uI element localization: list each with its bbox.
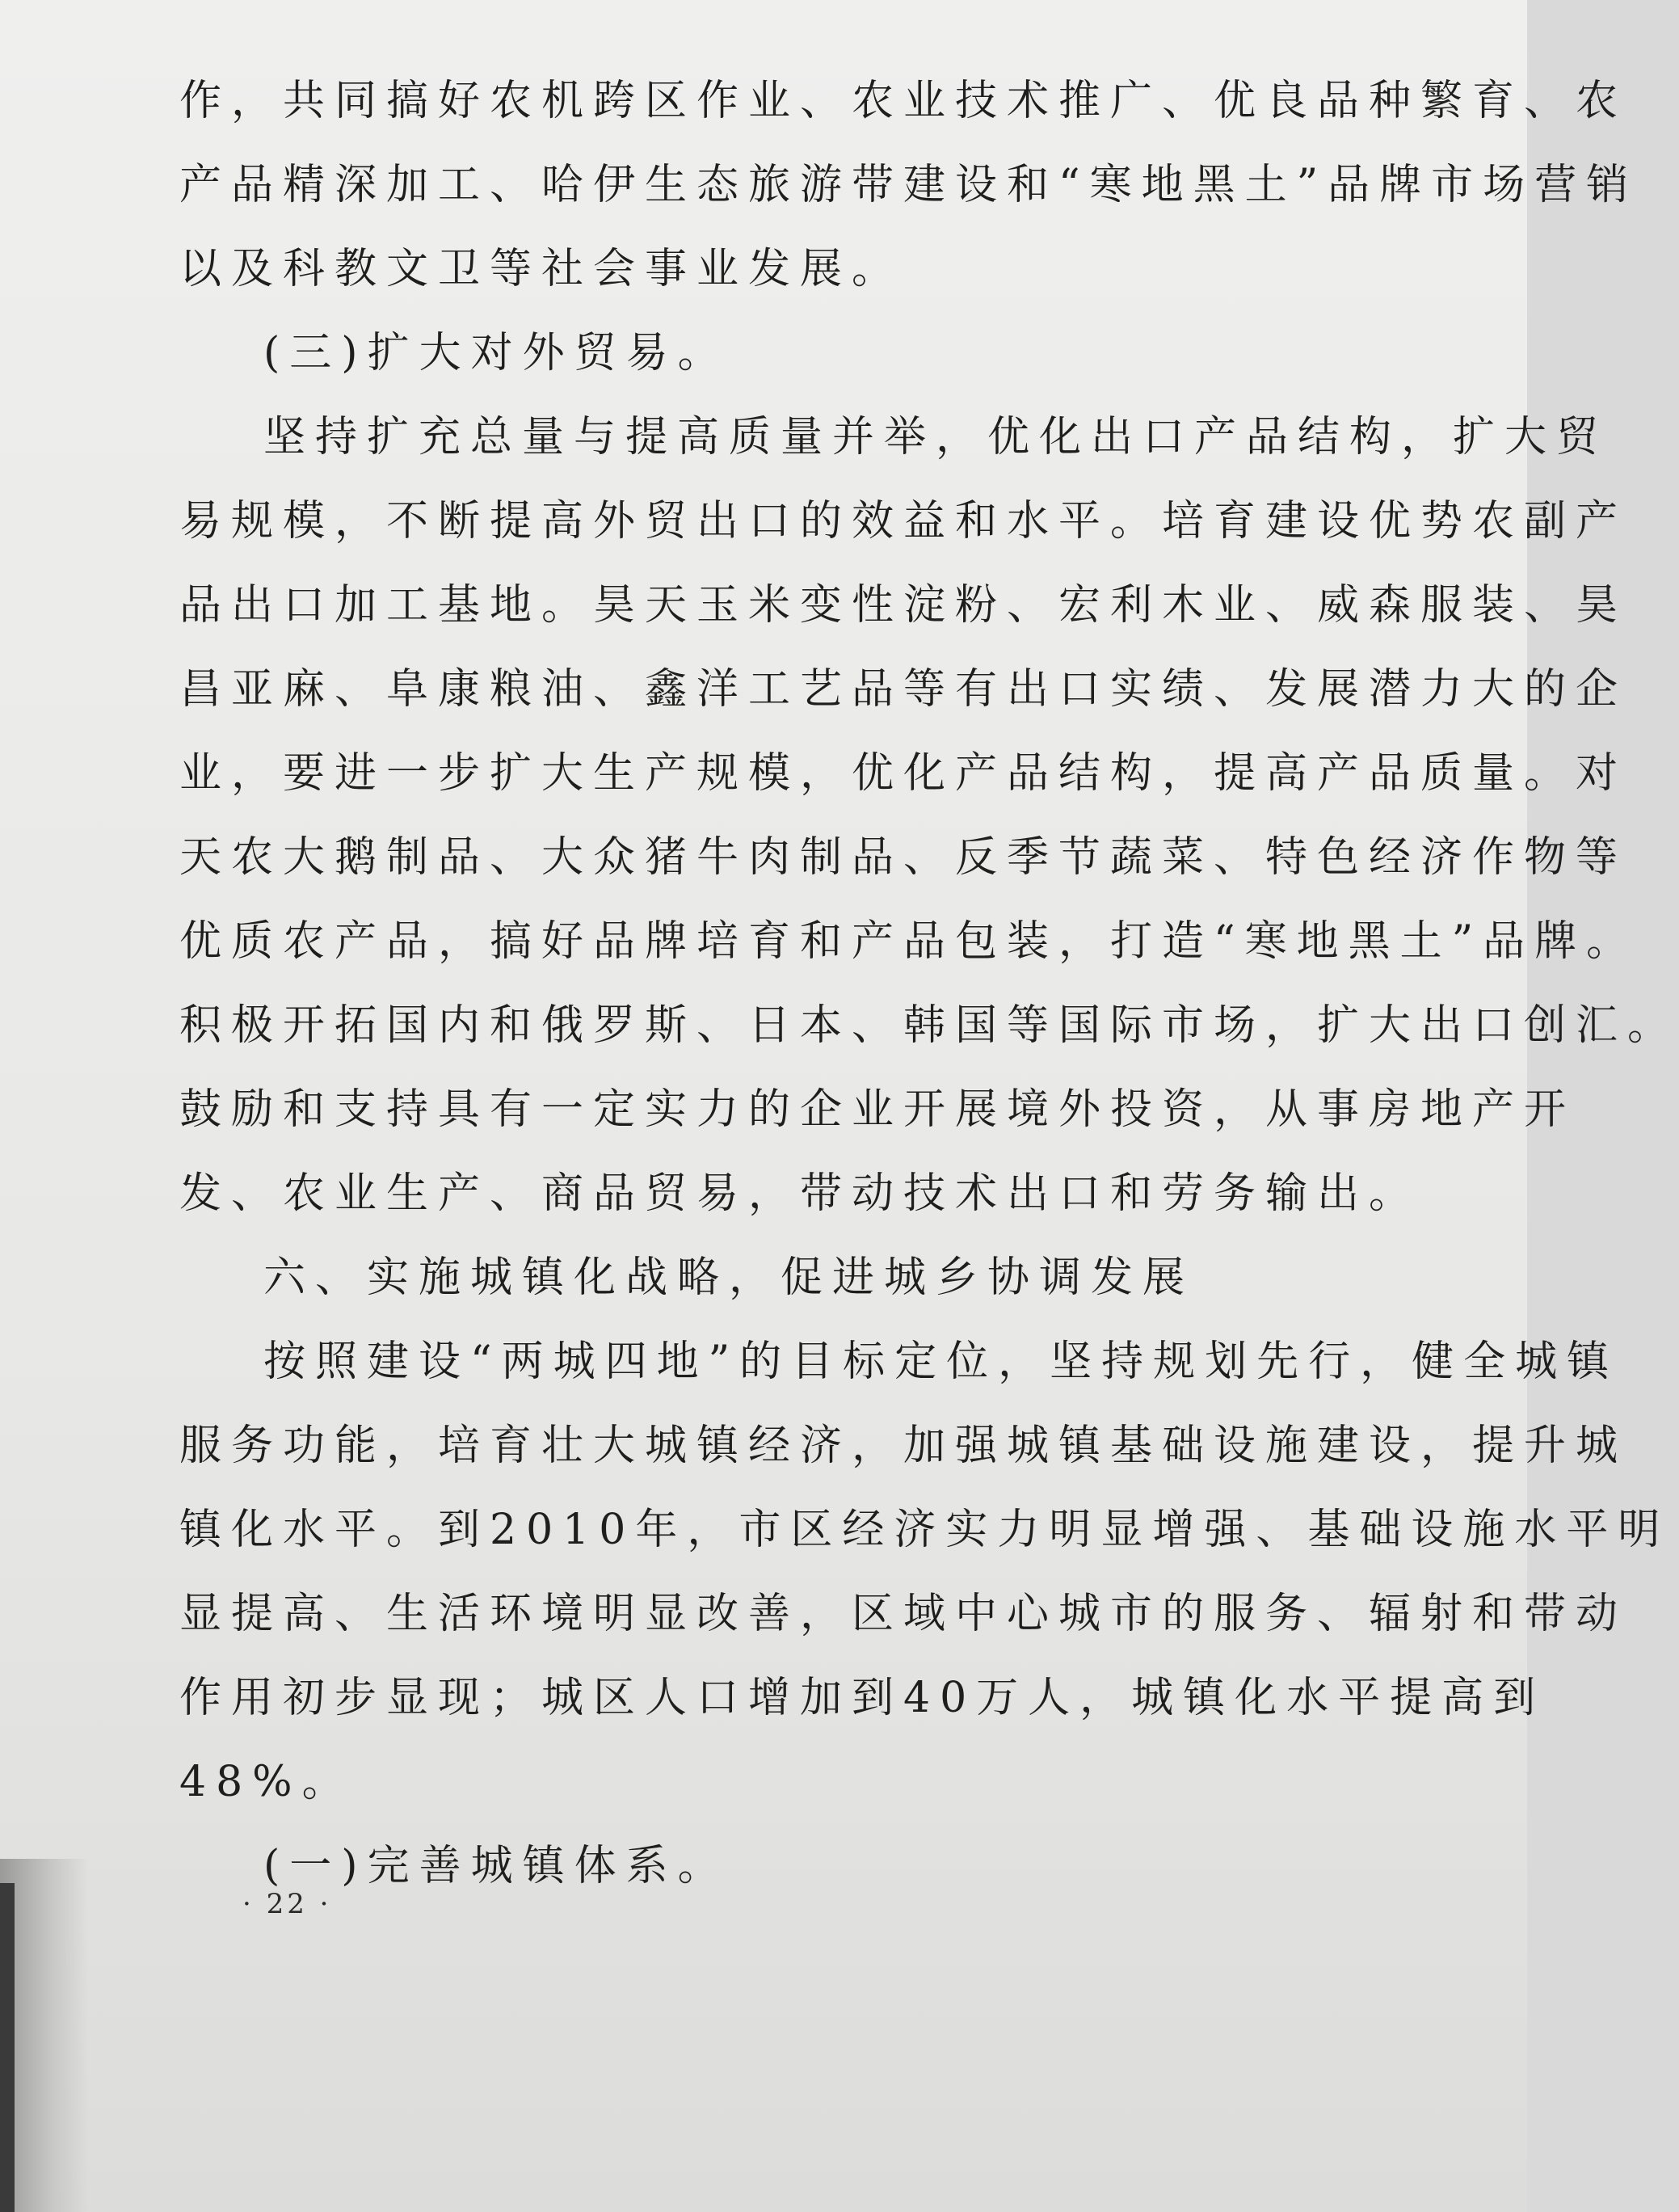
text-line: 按照建设“两城四地”的目标定位，坚持规划先行，健全城镇	[263, 1338, 1619, 1386]
text-line: 积极开拓国内和俄罗斯、日本、韩国等国际市场，扩大出口创汇。	[179, 1001, 1679, 1050]
text-line: 作用初步显现；城区人口增加到40万人，城镇化水平提高到	[179, 1674, 1546, 1722]
text-line: 显提高、生活环境明显改善，区域中心城市的服务、辐射和带动	[179, 1590, 1628, 1638]
body-text	[179, 71, 1679, 1920]
text-line: 鼓励和支持具有一定实力的企业开展境外投资，从事房地产开	[179, 1085, 1576, 1134]
text-line: 天农大鹅制品、大众猪牛肉制品、反季节蔬菜、特色经济作物等	[179, 833, 1628, 882]
text-line: 优质农产品，搞好品牌培育和产品包装，打造“寒地黑土”品牌。	[179, 917, 1639, 966]
text-line: 昌亚麻、阜康粮油、鑫洋工艺品等有出口实绩、发展潜力大的企	[179, 665, 1628, 714]
text-line: 产品精深加工、哈伊生态旅游带建设和“寒地黑土”品牌市场营销	[179, 161, 1639, 209]
section-heading: (三)扩大对外贸易。	[263, 329, 730, 377]
chapter-heading: 六、实施城镇化战略，促进城乡协调发展	[263, 1253, 1195, 1302]
text-line: 48%。	[179, 1758, 354, 1806]
text-line: 坚持扩充总量与提高质量并举，优化出口产品结构，扩大贸	[263, 413, 1609, 461]
text-line: 作，共同搞好农机跨区作业、农业技术推广、优良品种繁育、农	[179, 77, 1628, 125]
text-line: 品出口加工基地。昊天玉米变性淀粉、宏利木业、威森服装、昊	[179, 581, 1628, 630]
binding-edge	[0, 1883, 15, 2212]
text-line: 以及科教文卫等社会事业发展。	[179, 245, 904, 293]
text-line: 服务功能，培育壮大城镇经济，加强城镇基础设施建设，提升城	[179, 1422, 1628, 1470]
page-number: · 22 ·	[242, 1888, 332, 1920]
text-line: 易规模，不断提高外贸出口的效益和水平。培育建设优势农副产	[179, 497, 1628, 546]
text-line: 发、农业生产、商品贸易，带动技术出口和劳务输出。	[179, 1169, 1421, 1218]
text-line: 业，要进一步扩大生产规模，优化产品结构，提高产品质量。对	[179, 749, 1628, 798]
section-heading: (一)完善城镇体系。	[263, 1842, 730, 1890]
text-line: 镇化水平。到2010年，市区经济实力明显增强、基础设施水平明	[179, 1506, 1670, 1554]
